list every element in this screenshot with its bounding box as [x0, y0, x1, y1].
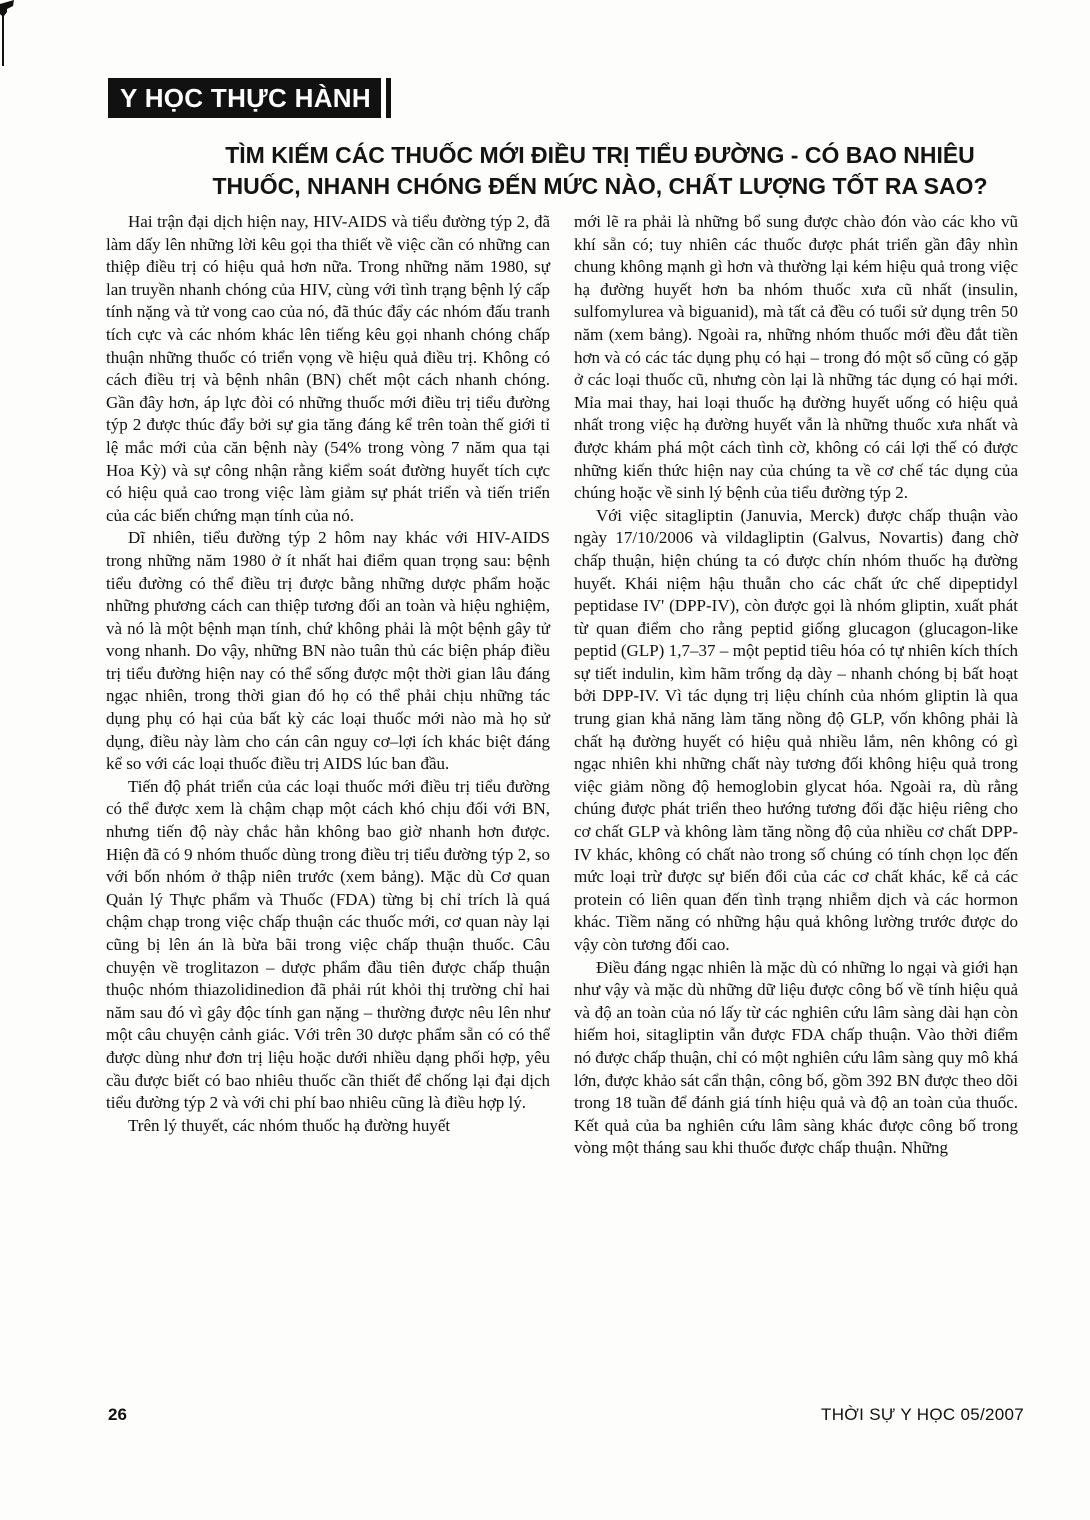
- body-paragraph: Điều đáng ngạc nhiên là mặc dù có những lo ngại và giới hạn như vậy và mặc dù những dữ liệu được công bố về tính hiệu quả và độ an toàn của nó lấy từ các nghiên cứu lâm sàng dài hạn còn hiếm hoi, sitagliptin vẫn được FDA chấp thuận. Vào thời điểm nó được chấp thuận, chỉ có một nghiên cứu lâm sàng quy mô khá lớn, được khảo sát cẩn thận, công bố, gồm 392 BN được theo dõi trong 18 tuần để đánh giá tính hiệu quả và độ an toàn của thuốc. Kết quả của ba nghiên cứu lâm sàng khác được công bố trong vòng một tháng sau khi thuốc được chấp thuận. Những: [574, 957, 1018, 1158]
- body-paragraph: Hai trận đại dịch hiện nay, HIV-AIDS và tiểu đường týp 2, đã làm dấy lên những lời kêu gọi tha thiết về việc cần có những can thiệp điều trị có hiệu quả hơn nữa. Trong những năm 1980, sự lan truyền nhanh chóng của HIV, cùng với tình trạng bệnh lý cấp tính nặng và tử vong cao của nó, đã thúc đẩy các nhóm đấu tranh tích cực và các nhóm khác lên tiếng kêu gọi nhanh chóng chấp thuận những thuốc có triển vọng về hiệu quả điều trị. Không có cách điều trị và bệnh nhân (BN) chết một cách nhanh chóng. Gần đây hơn, áp lực đòi có những thuốc mới điều trị tiểu đường týp 2 được thúc đẩy bởi sự gia tăng đáng kể trên toàn thế giới tỉ lệ mắc mới của căn bệnh này (54% trong vòng 7 năm qua tại Hoa Kỳ) và sự công nhận rằng kiểm soát đường huyết tích cực có hiệu quả cao trong việc làm giảm sự phát triển và tiến triển của các biến chứng mạn tính của nó.: [106, 212, 550, 525]
- page-number: 26: [108, 1405, 127, 1424]
- journal-issue: THỜI SỰ Y HỌC 05/2007: [821, 1405, 1024, 1424]
- body-paragraph: Với việc sitagliptin (Januvia, Merck) được chấp thuận vào ngày 17/10/2006 và vildagliptin (Galvus, Novartis) đang chờ chấp thuận, hiện chúng ta có được chín nhóm thuốc hạ đường huyết. Khái niệm hậu thuẫn cho các chất ức chế dipeptidyl peptidase IV' (DPP-IV), còn được gọi là nhóm gliptin, xuất phát từ quan điểm cho rằng peptid giống glucagon (glucagon-like peptid (GLP) 1,7–37 – một peptid tiêu hóa có tự nhiên kích thích sự tiết indulin, kìm hãm trống dạ dày – nhanh chóng bị bất hoạt bởi DPP-IV. Vì tác dụng trị liệu chính của nhóm gliptin là qua trung gian khả năng làm tăng nồng độ GLP, vốn không phải là chất hạ đường huyết có hiệu quả nhiều lắm, nên không có gì ngạc nhiên khi những chất này tương đối không hiệu quả trong việc giảm nồng độ hemoglobin glycat hóa. Ngoài ra, dù rằng chúng được phát triển theo hướng tương đối đặc hiệu riêng cho cơ chất GLP và không làm tăng nồng độ của nhiều cơ chất DPP-IV khác, không có chất nào trong số chúng có tính chọn lọc đến mức loại trừ được sự biến đổi của các cơ chất khác, kể cả các protein có liên quan đến tình trạng nhiễm dịch và các hormon khác. Tiềm năng có những hậu quả không lường trước được do vậy còn tương đối cao.: [574, 505, 1018, 954]
- right-column: [574, 211, 1018, 1160]
- body-paragraph: Dĩ nhiên, tiểu đường týp 2 hôm nay khác với HIV-AIDS trong những năm 1980 ở ít nhất hai điểm quan trọng sau: bệnh tiểu đường có thể điều trị được bằng những dược phẩm hoặc những phương cách can thiệp tương đối an toàn và hiệu nghiệm, và nó là một bệnh mạn tính, chứ không phải là một bệnh gây tử vong nhanh. Do vậy, những BN nào tuân thủ các biện pháp điều trị tiểu đường hiện nay có thể sống được một thời gian lâu đáng ngạc nhiên, trong thời gian đó họ có thể phải chịu những tác dụng phụ có hại của bất kỳ các loại thuốc mới nào mà họ sử dụng, điều này làm cho cán cân nguy cơ–lợi ích khác biệt đáng kể so với các loại thuốc điều trị AIDS lúc ban đầu.: [106, 528, 550, 774]
- body-paragraph: Trên lý thuyết, các nhóm thuốc hạ đường huyết: [128, 1115, 451, 1135]
- scan-margin-mark: [0, 0, 18, 70]
- body-paragraph: Tiến độ phát triển của các loại thuốc mới điều trị tiểu đường có thể được xem là chậm chạp một cách khó chịu đối với BN, nhưng tiến độ này chắc hẳn không bao giờ nhanh hơn được. Hiện đã có 9 nhóm thuốc dùng trong điều trị tiểu đường týp 2, so với bốn nhóm ở thập niên trước (xem bảng). Mặc dù Cơ quan Quản lý Thực phẩm và Thuốc (FDA) từng bị chỉ trích là quá chậm chạp trong việc chấp thuận các thuốc mới, cơ quan này lại cũng bị lên án là bừa bãi trong việc chấp thuận thuốc. Câu chuyện về troglitazon – dược phẩm đầu tiên được chấp thuận thuộc nhóm thiazolidinedion đã phải rút khỏi thị trường chỉ hai năm sau đó vì gây độc tính gan nặng – thường được nêu lên như một câu chuyện cảnh giác. Với trên 30 dược phẩm sẵn có có thể được dùng như đơn trị liệu hoặc dưới nhiều dạng phối hợp, yêu cầu được biết có bao nhiêu thuốc cần thiết để chống lại đại dịch tiểu đường týp 2 và với chi phí bao nhiêu cũng là điều hợp lý.: [106, 776, 550, 1113]
- article-title-line-2: THUỐC, NHANH CHÓNG ĐẾN MỨC NÀO, CHẤT LƯỢNG TỐT RA SAO?: [212, 173, 988, 199]
- section-banner: Y HỌC THỰC HÀNH: [108, 78, 386, 118]
- left-column: [106, 211, 550, 1137]
- article-title: [100, 140, 1090, 202]
- body-paragraph-continued: mới lẽ ra phải là những bổ sung được chào đón vào các kho vũ khí sẵn có; tuy nhiên các thuốc được phát triển gần đây nhìn chung không mạnh gì hơn và thường lại kém hiệu quả trong việc hạ đường huyết hơn ba nhóm thuốc xưa cũ nhất (insulin, sulfomylurea và biguanid), mà tất cả đều có tuổi sử dụng trên 50 năm (xem bảng). Ngoài ra, những nhóm thuốc mới đều đắt tiền hơn và có các tác dụng phụ có hại – trong đó một số cũng có gặp ở các loại thuốc cũ, nhưng còn lại là những tác dụng có hại mới. Mỉa mai thay, hai loại thuốc hạ đường huyết uống có hiệu quả nhất trong việc hạ đường huyết vẫn là những thuốc xưa nhất và được khám phá một cách tình cờ, không có cái lợi thế có được những kiến thức hiện nay của chúng ta về cơ chế tác dụng của chúng hoặc về sinh lý bệnh của tiểu đường týp 2.: [574, 212, 1018, 503]
- article-title-line-1: TÌM KIẾM CÁC THUỐC MỚI ĐIỀU TRỊ TIỂU ĐƯỜNG - CÓ BAO NHIÊU: [225, 142, 975, 168]
